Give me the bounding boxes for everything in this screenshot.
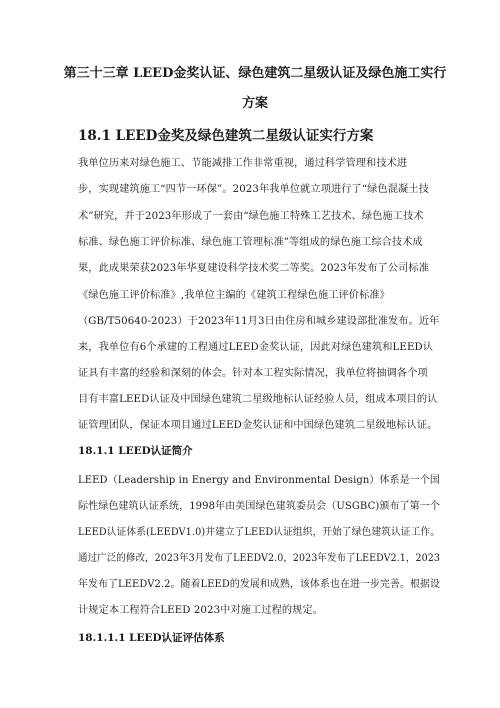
paragraph-line: 来，我单位有6个承建的工程通过LEED金奖认证，因此对绿色建筑和LEED认	[78, 342, 434, 353]
paragraph-line: （GB/T50640-2023）于2023年11月3日由住房和城乡建设部批准发布。近年	[78, 316, 440, 327]
paragraph-line: 《绿色施工评价标准》,我单位主编的《建筑工程绿色施工评价标准》	[78, 290, 390, 301]
chapter-title-line1: 第三十三章 LEED金奖认证、绿色建筑二星级认证及绿色施工实行	[63, 66, 447, 81]
paragraph-line: 计规定本工程符合LEED 2023中对施工过程的规定。	[78, 605, 324, 616]
section-heading: 18.1 LEED金奖及绿色建筑二星级认证实行方案	[78, 128, 374, 144]
chapter-title-line2: 方案	[241, 96, 268, 111]
subsection-heading: 18.1.1 LEED认证简介	[78, 445, 193, 457]
paragraph-line: LEED（Leadership in Energy and Environmental Design）体系是一个国	[78, 475, 440, 486]
paragraph-line: 目有丰富LEED认证及中国绿色建筑二星级地标认证经验人员，组成本项目的认	[78, 394, 438, 405]
paragraph-line: 年发布了LEEDV2.2。随着LEED的发展和成熟，该体系也在进一步完善。根据设	[78, 579, 440, 590]
paragraph-line: 术”研究，并于2023年形成了一套由“绿色施工特殊工艺技术、绿色施工技术	[78, 211, 424, 222]
paragraph-line: 际性绿色建筑认证系统，1998年由美国绿色建筑委员会（USGBC)颁布了第一个	[78, 501, 440, 512]
paragraph-line: LEED认证体系(LEEDV1.0)并建立了LEED认证组织，开始了绿色建筑认证工作。	[78, 527, 440, 538]
paragraph-line: 我单位历来对绿色施工、节能减排工作非常重视，通过科学管理和技术进	[78, 158, 408, 169]
paragraph-line: 标准、绿色施工评价标准、绿色施工管理标准”等组成的绿色施工综合技术成	[78, 237, 423, 248]
subsubsection-heading: 18.1.1.1 LEED认证评估体系	[78, 632, 225, 644]
paragraph-line: 证管理团队，保证本项目通过LEED金奖认证和中国绿色建筑二星级地标认证。	[78, 420, 438, 431]
paragraph-line: 通过广泛的修改，2023年3月发布了LEEDV2.0，2023年发布了LEEDV2.1，2023	[78, 553, 440, 564]
paragraph-line: 证具有丰富的经验和深刻的体会。针对本工程实际情况，我单位将抽调各个项	[78, 368, 428, 379]
paragraph-line: 步，实现建筑施工“四节一环保”。2023年我单位就立项进行了“绿色混凝土技	[78, 184, 429, 195]
paragraph-line: 果，此成果荣获2023年华夏建设科学技术奖二等奖。2023年发布了公司标准	[78, 263, 429, 274]
